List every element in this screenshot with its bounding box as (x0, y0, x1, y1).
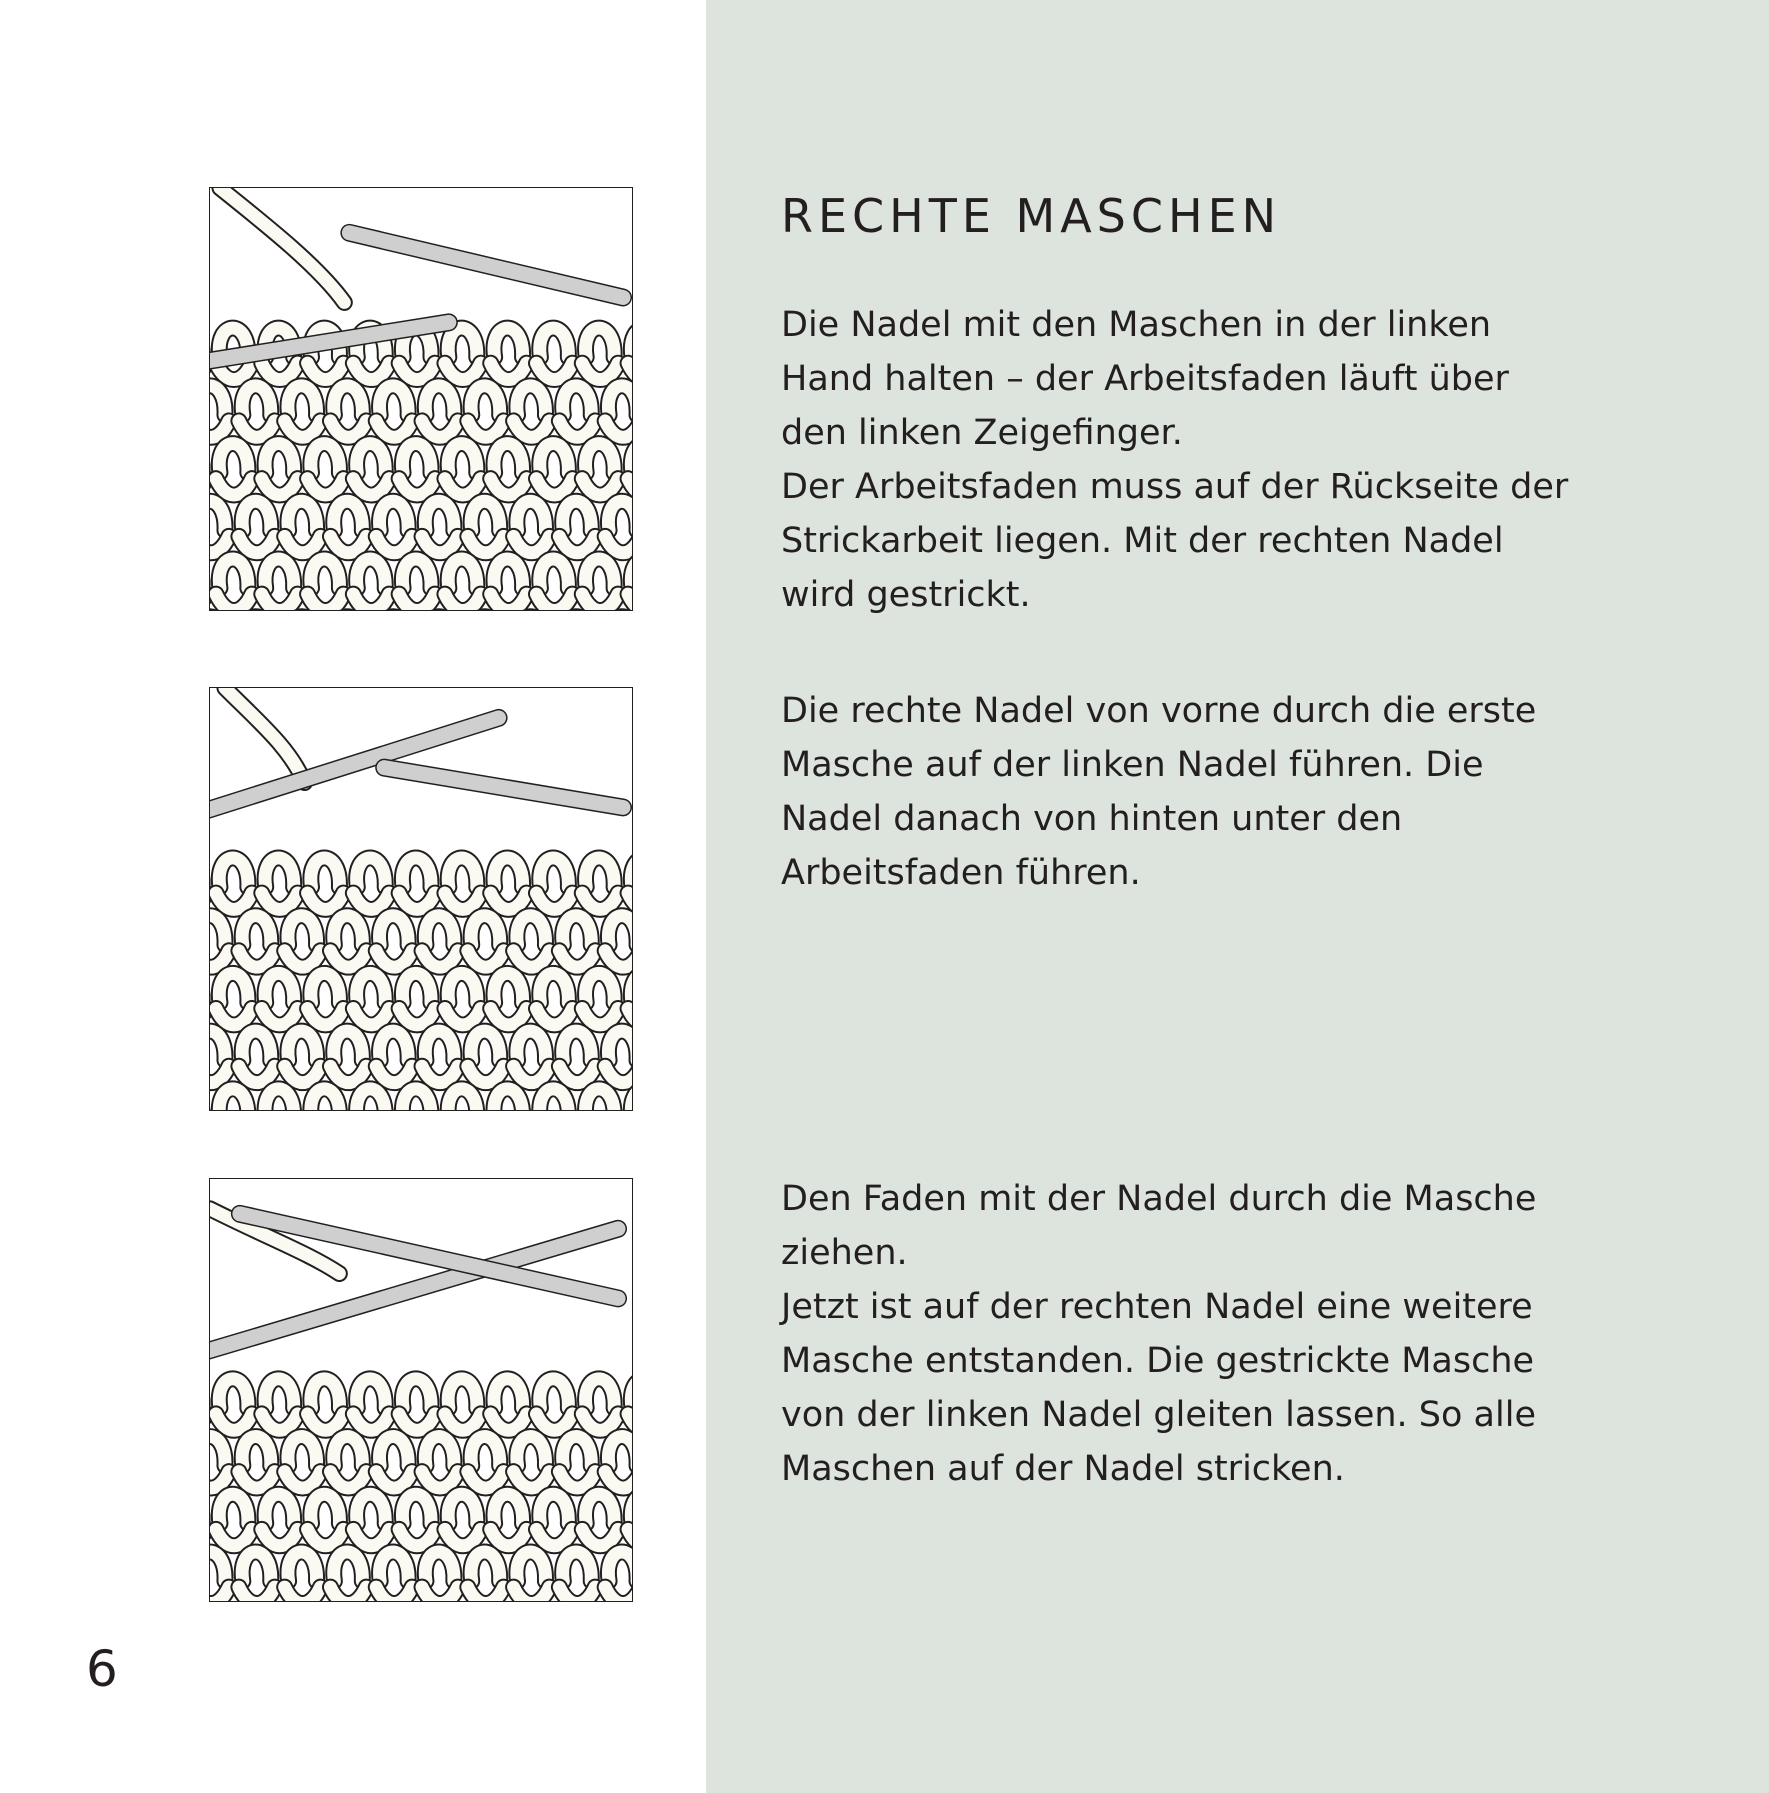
step-3-instructions: Den Faden mit der Nadel durch die Masche ziehen. Jetzt ist auf der rechten Nadel eine weitere Masche entstanden. Die gestrickte Masche von der linken Nadel gleiten lassen. So alle Maschen auf der Nadel stricken. (781, 1179, 1537, 1489)
knitting-step-2-illustration (209, 687, 633, 1111)
knitting-step-3-illustration (209, 1178, 633, 1602)
knitting-illustration-icon (210, 1179, 632, 1601)
knitting-step-1-illustration (209, 187, 633, 611)
step-1-instructions: Die Nadel mit den Maschen in der linken Hand halten – der Arbeitsfaden läuft über den linken Zeigefinger. Der Arbeitsfaden muss auf der Rückseite der Strickarbeit liegen. Mit der rechten Nadel wird gestrickt. (781, 305, 1569, 615)
page-heading: RECHTE MASCHEN (781, 189, 1282, 243)
step-2-instructions: Die rechte Nadel von vorne durch die erste Masche auf der linken Nadel führen. Die Nadel danach von hinten unter den Arbeitsfaden führen. (781, 691, 1537, 893)
knitting-illustration-icon (210, 688, 632, 1110)
page-number: 6 (86, 1640, 118, 1698)
knitting-illustration-icon (210, 188, 632, 610)
